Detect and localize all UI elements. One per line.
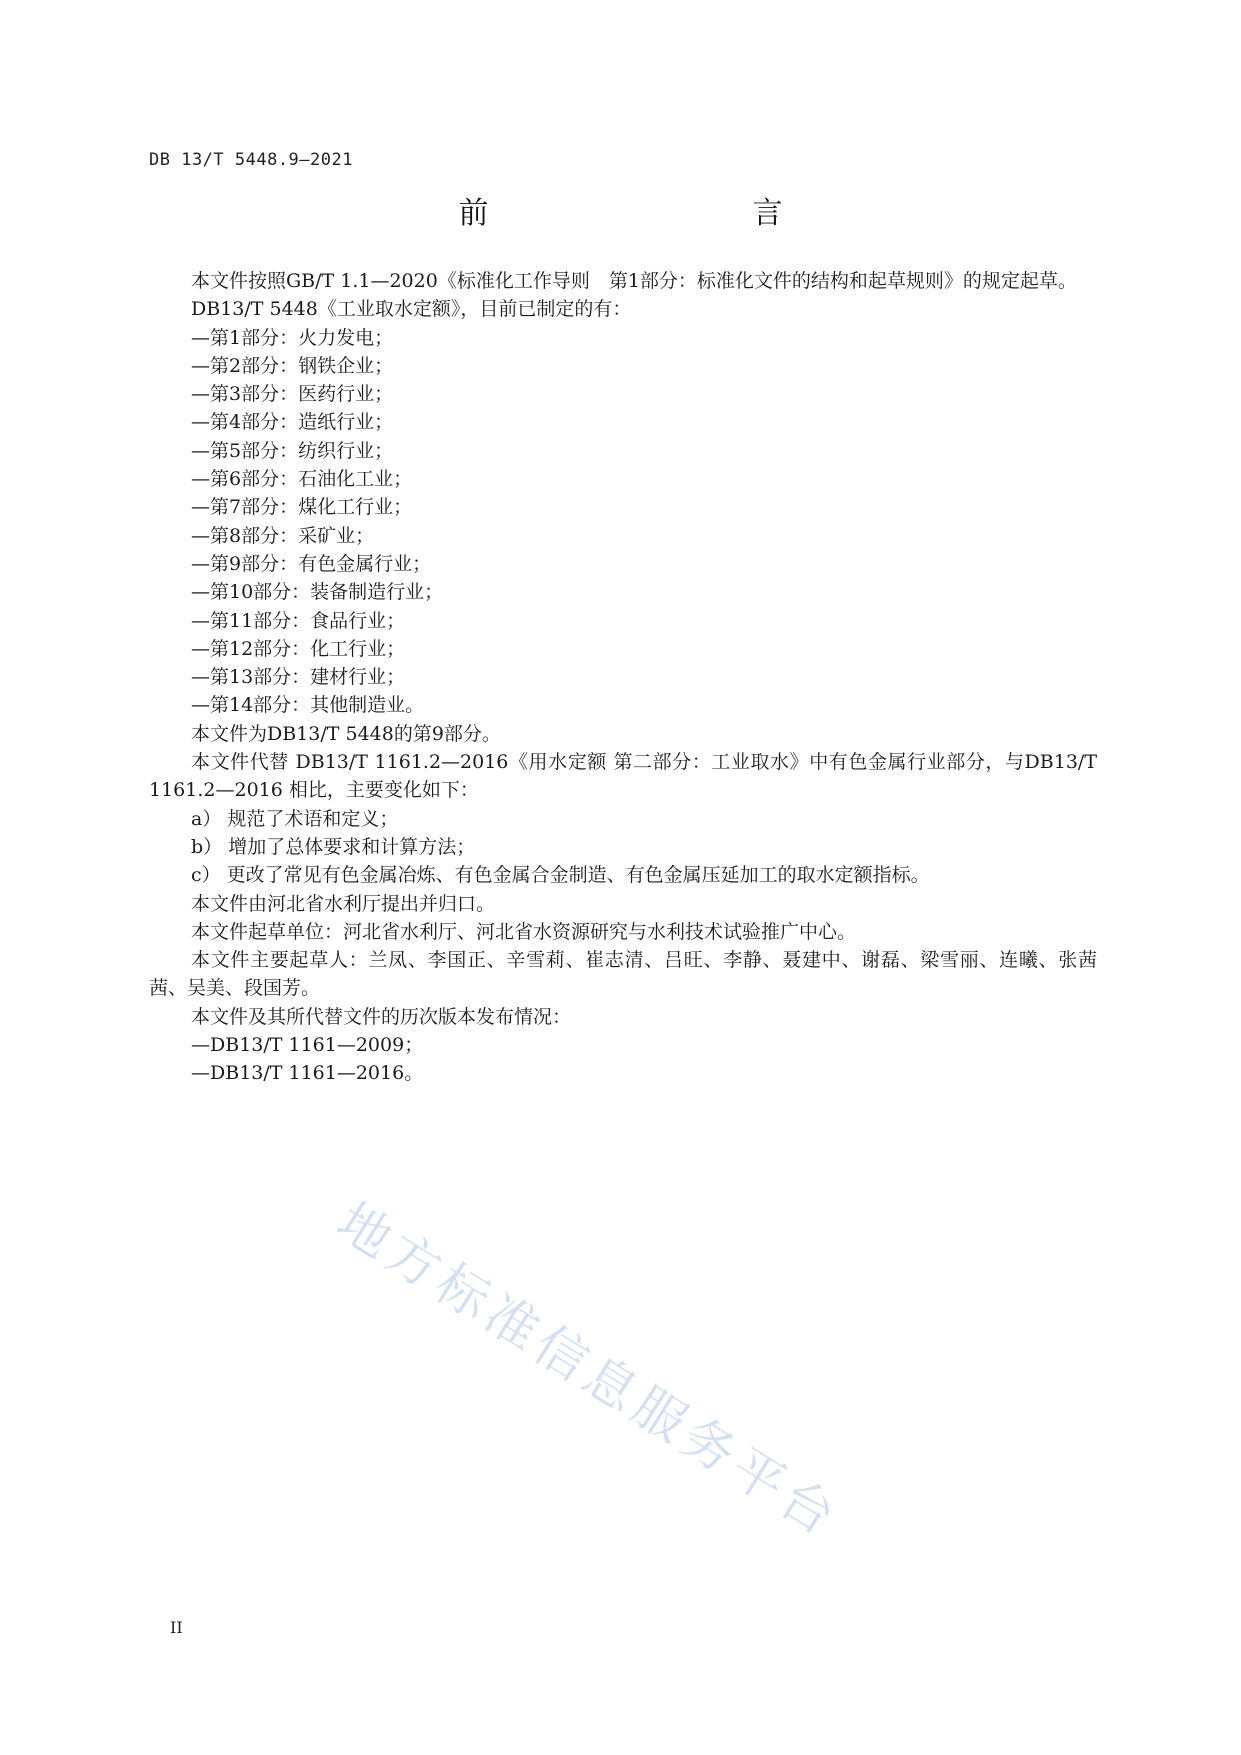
list-item: —第7部分：煤化工行业； (191, 496, 413, 519)
list-item: —第1部分：火力发电； (191, 326, 394, 349)
parts-list (149, 324, 1097, 720)
paragraph-drafting-units: 本文件起草单位：河北省水利厅、河北省水资源研究与水利技术试验推广中心。 (191, 920, 857, 943)
page-title: 前 言 (458, 196, 851, 231)
list-item: —第11部分：食品行业； (191, 609, 406, 632)
page-number: II (170, 1618, 183, 1637)
paragraph-series-intro: DB13/T 5448《工业取水定额》，目前已制定的有： (191, 298, 632, 321)
list-item: —第13部分：建材行业； (191, 666, 406, 689)
list-item: —第10部分：装备制造行业； (191, 581, 444, 604)
watermark: 地方标准信息服务平台 (326, 1191, 850, 1550)
paragraph-part-number: 本文件为DB13/T 5448的第9部分。 (191, 722, 501, 745)
paragraph-drafting-rules: 本文件按照GB/T 1.1—2020《标准化工作导则 第1部分：标准化文件的结构和起草规则》的规定起草。 (191, 270, 1077, 292)
list-item: b） 增加了总体要求和计算方法； (191, 835, 476, 858)
history-list (149, 1031, 1097, 1088)
list-item: —第4部分：造纸行业； (191, 411, 394, 434)
paragraph-version-history: 本文件及其所代替文件的历次版本发布情况： (191, 1005, 572, 1028)
list-item: —DB13/T 1161—2016。 (191, 1062, 424, 1085)
list-item: a） 规范了术语和定义； (191, 807, 399, 830)
paragraph-drafters: 本文件主要起草人：兰凤、李国正、辛雪莉、崔志清、吕旺、李静、聂建中、谢磊、梁雪丽、连曦、张茜茜、吴美、段国芳。 (149, 949, 1097, 1000)
changes-list (149, 805, 1097, 890)
paragraph-replacement: 本文件代替 DB13/T 1161.2—2016《用水定额 第二部分：工业取水》中有色金属行业部分，与DB13/T 1161.2—2016 相比，主要变化如下： (149, 751, 1097, 802)
list-item: —第9部分：有色金属行业； (191, 552, 432, 575)
list-item: c） 更改了常见有色金属冶炼、有色金属合金制造、有色金属压延加工的取水定额指标。 (191, 864, 930, 887)
document-code: DB 13/T 5448.9—2021 (149, 150, 353, 170)
paragraph-proposer: 本文件由河北省水利厅提出并归口。 (191, 892, 496, 915)
list-item: —第14部分：其他制造业。 (191, 694, 425, 717)
list-item: —第8部分：采矿业； (191, 524, 375, 547)
list-item: —第5部分：纺织行业； (191, 439, 394, 462)
list-item: —第2部分：钢铁企业； (191, 354, 394, 377)
list-item: —第3部分：医药行业； (191, 383, 394, 406)
list-item: —DB13/T 1161—2009； (191, 1034, 424, 1057)
foreword-body (149, 267, 1097, 1088)
list-item: —第6部分：石油化工业； (191, 468, 413, 491)
list-item: —第12部分：化工行业； (191, 637, 406, 660)
